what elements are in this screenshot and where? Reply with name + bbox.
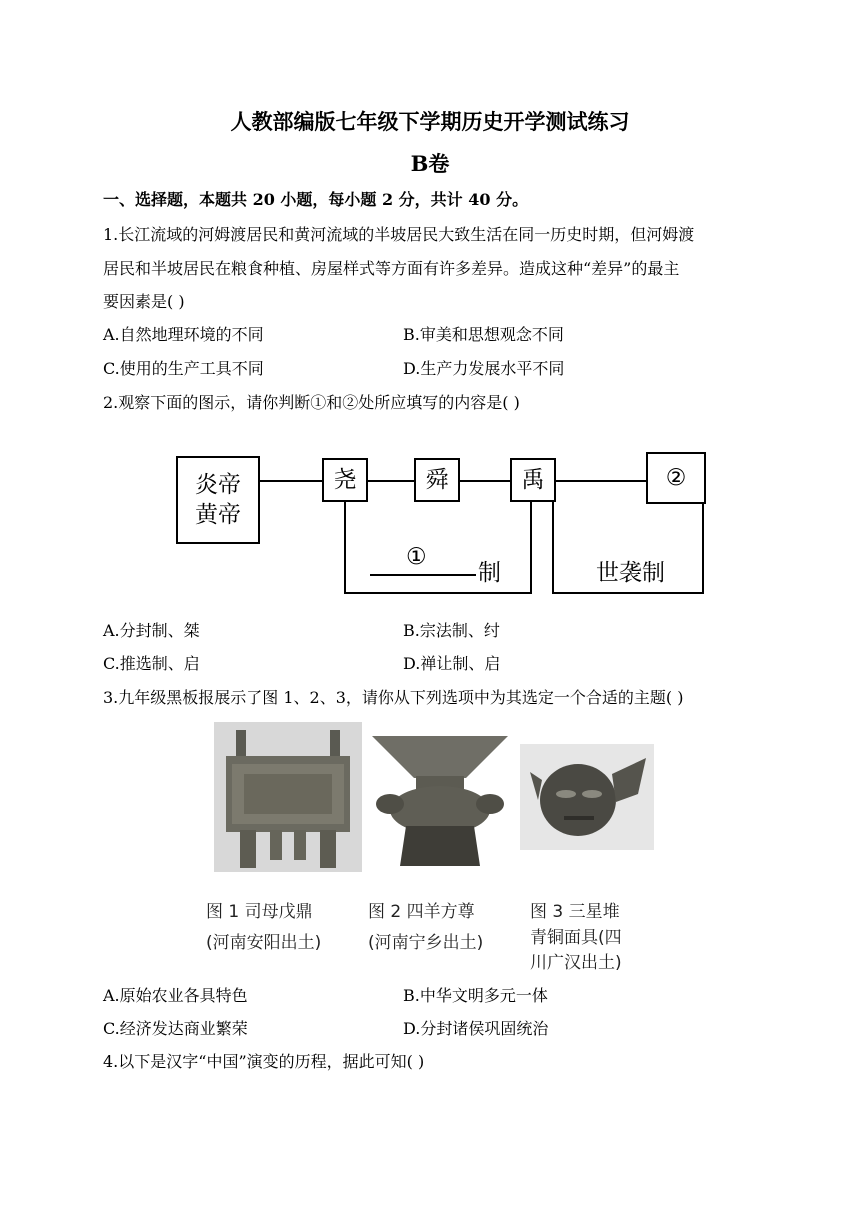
q1-option-a: A.自然地理环境的不同 — [103, 325, 264, 344]
q2-option-a: A.分封制、桀 — [103, 621, 200, 640]
box-blank-2: ② — [646, 452, 706, 504]
page-title: 人教部编版七年级下学期历史开学测试练习 — [230, 109, 630, 134]
q2-diagram — [158, 446, 718, 606]
figure-1-simuwu-ding-image — [214, 722, 362, 872]
q2-option-c: C.推选制、启 — [103, 654, 200, 673]
q2-option-b: B.宗法制、纣 — [403, 621, 500, 640]
q3-option-a: A.原始农业各具特色 — [103, 986, 248, 1005]
bracket1-right — [530, 502, 532, 594]
section-heading: 一、选择题，本题共 20 小题，每小题 2 分，共计 40 分。 — [103, 190, 529, 209]
bracket1-left — [344, 502, 346, 594]
figure-1-caption-line1: 图 1 司母戊鼎 — [206, 902, 313, 922]
q3-option-c: C.经济发达商业繁荣 — [103, 1019, 248, 1038]
blank-1-underline — [370, 574, 476, 576]
figure-2-caption-line1: 图 2 四羊方尊 — [368, 902, 475, 922]
q3-stem: 3.九年级黑板报展示了图 1、2、3，请你从下列选项中为其选定一个合适的主题( ) — [103, 688, 684, 707]
q1-option-c: C.使用的生产工具不同 — [103, 359, 264, 378]
figure-3-caption-line3: 川广汉出土) — [530, 953, 622, 973]
figure-1-caption-line2: (河南安阳出土) — [206, 933, 322, 953]
figure-2-caption-line2: (河南宁乡出土) — [368, 933, 484, 953]
box-yu: 禹 — [510, 458, 556, 502]
q3-option-b: B.中华文明多元一体 — [403, 986, 548, 1005]
q2-option-d: D.禅让制、启 — [403, 654, 501, 673]
label-zhi: 制 — [478, 560, 501, 586]
bracket2-bottom — [552, 592, 704, 594]
page-subtitle: B卷 — [410, 151, 450, 176]
box-shun: 舜 — [414, 458, 460, 502]
box-yandi-huangdi — [176, 456, 260, 544]
q1-stem-line1: 1.长江流域的河姆渡居民和黄河流域的半坡居民大致生活在同一历史时期，但河姆渡 — [103, 225, 695, 244]
figure-2-siyang-fangzun-image — [370, 722, 510, 872]
q1-option-b: B.审美和思想观念不同 — [403, 325, 564, 344]
figure-3-caption-line2: 青铜面具(四 — [530, 928, 622, 948]
q1-stem-line2: 居民和半坡居民在粮食种植、房屋样式等方面有许多差异。造成这种“差异”的最主 — [103, 259, 680, 278]
figure-3-caption-line1: 图 3 三星堆 — [530, 902, 620, 922]
box-yandi-label: 炎帝 — [195, 472, 241, 498]
box-yao: 尧 — [322, 458, 368, 502]
q4-stem: 4.以下是汉字“中国”演变的历程，据此可知( ) — [103, 1052, 425, 1071]
bracket2-right — [702, 502, 704, 594]
blank-1: ① — [406, 544, 427, 570]
q3-option-d: D.分封诸侯巩固统治 — [403, 1019, 549, 1038]
label-shixi: 世袭制 — [596, 560, 665, 586]
bracket1-bottom — [344, 592, 532, 594]
q2-stem: 2.观察下面的图示，请你判断①和②处所应填写的内容是( ) — [103, 393, 520, 412]
bracket2-left — [552, 502, 554, 594]
box-huangdi-label: 黄帝 — [195, 502, 241, 528]
figure-3-sanxingdui-mask-image — [520, 744, 654, 850]
q1-option-d: D.生产力发展水平不同 — [403, 359, 565, 378]
q1-stem-line3: 要因素是( ) — [103, 292, 185, 311]
